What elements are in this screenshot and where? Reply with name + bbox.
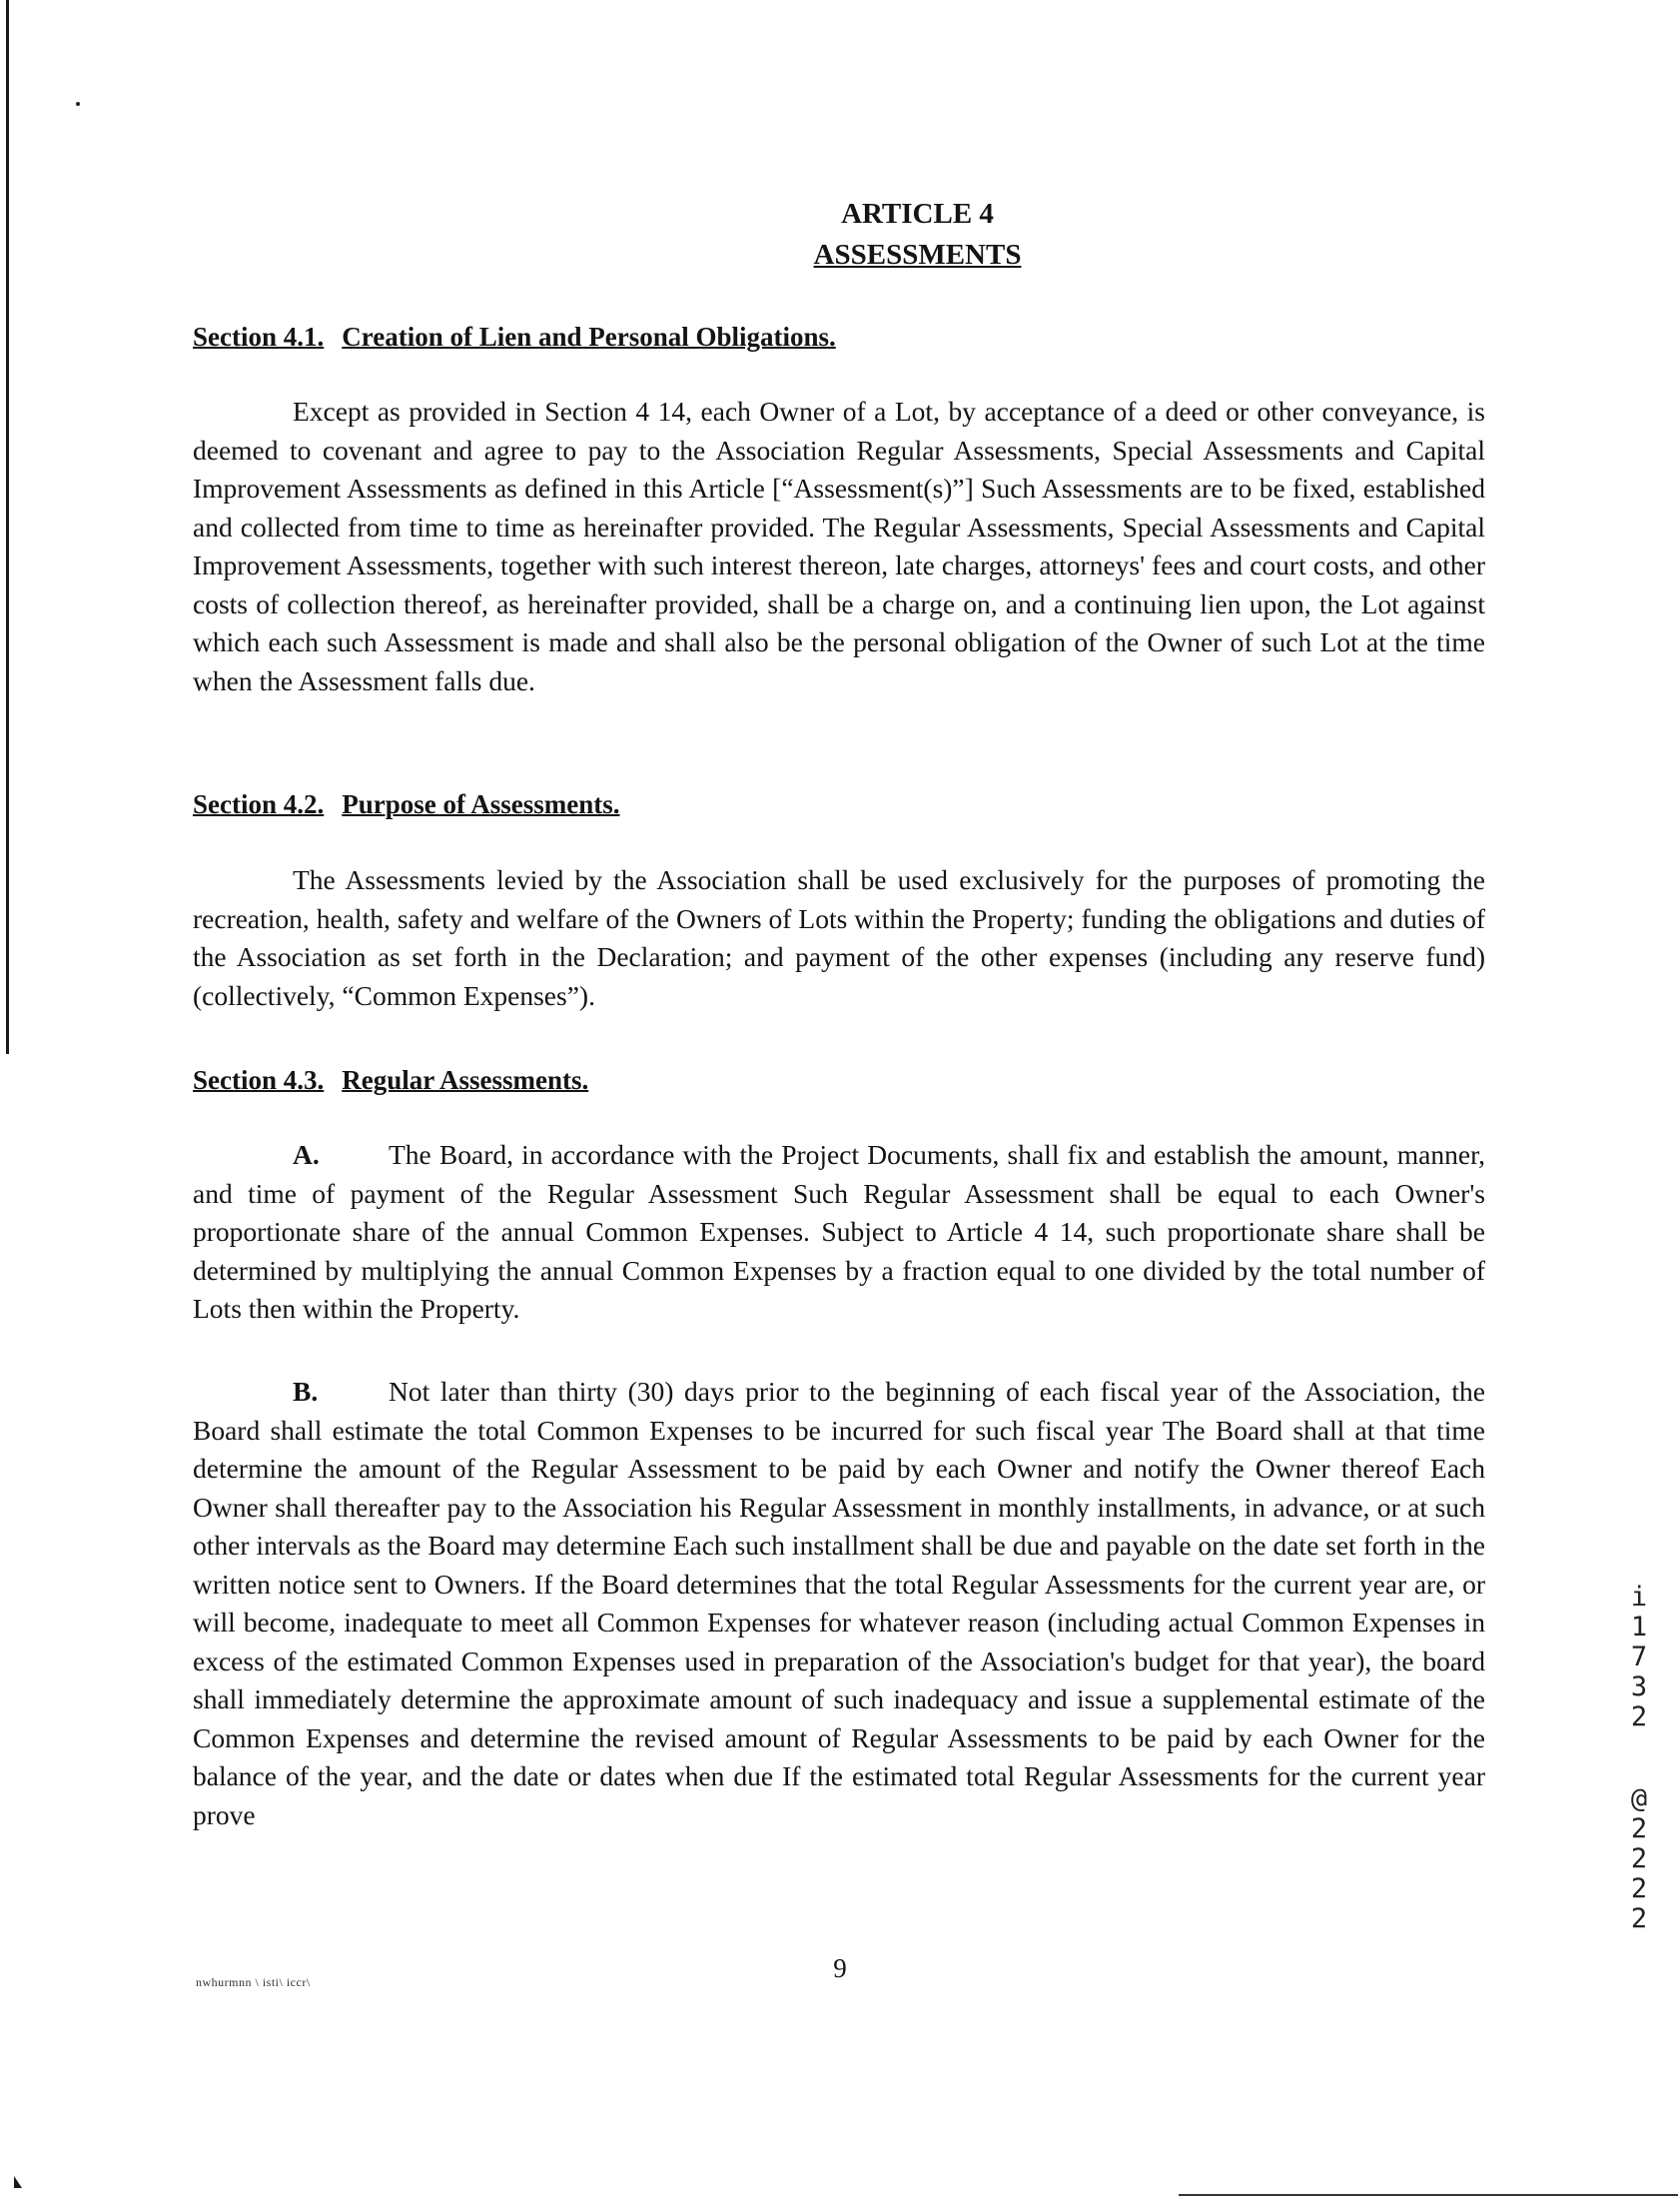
paragraph-text: Not later than thirty (30) days prior to the beginning of each fiscal year of the Association, the Board shall estimate the total Common Expenses to be incurred for such fiscal year The Board shall at that time determine the amount of the Regular Assessment to be paid by each Owner and notify the Owner thereof Each Owner shall thereafter pay to the Association his Regular Assessment in monthly installments, in advance, or at such other intervals as the Board may determine Each such installment shall be due and payable on the date set forth in the written notice sent to Owners. If the Board determines that the total Regular Assessments for the current year are, or will become, inadequate to meet all Common Expenses for whatever reason (including actual Common Expenses in excess of the estimated Common Expenses used in preparation of the Association's budget for that year), the board shall immediately determine the approximate amount of such inadequacy and issue a supplemental estimate of the Common Expenses and determine the revised amount of Regular Assessments to be paid by each Owner for the balance of the year, and the date or dates when due If the estimated total Regular Assessments for the current year prove <box>193 1376 1485 1830</box>
scan-edge-line <box>6 0 9 1054</box>
section-title: Purpose of Assessments. <box>342 789 620 819</box>
section-title: Regular Assessments. <box>342 1065 589 1095</box>
margin-stamp-lower: @ 2 2 2 2 <box>1630 1783 1648 1934</box>
paragraph-text: The Board, in accordance with the Project Documents, shall fix and establish the amount, manner, and time of payment of the Regular Assessment Such Regular Assessment shall be equal to each Owner's proportionate share of the annual Common Expenses. Subject to Article 4 14, such proportionate share shall be determined by multiplying the annual Common Expenses by a fraction equal to one divided by the total number of Lots then within the Property. <box>193 1139 1485 1324</box>
section-number: Section 4.1. <box>193 322 325 352</box>
section-4-1-paragraph: Except as provided in Section 4 14, each Owner of a Lot, by acceptance of a deed or other conveyance, is deemed to covenant and agree to pay to the Association Regular Assessments, Special Assessments and Capital Improvement Assessments as defined in this Article [“Assessment(s)”] Such Assessments are to be fixed, established and collected from time to time as hereinafter provided. The Regular Assessments, Special Assessments and Capital Improvement Assessments, together with such interest thereon, late charges, attorneys' fees and court costs, and other costs of collection thereof, as hereinafter provided, shall be a charge on, and a continuing lien upon, the Lot against which each such Assessment is made and shall also be the personal obligation of the Owner of such Lot at the time when the Assessment falls due. <box>193 396 1485 696</box>
scan-bottom-line <box>1179 2194 1678 2196</box>
section-title: Creation of Lien and Personal Obligations. <box>342 322 836 352</box>
scan-corner-mark <box>14 2176 22 2188</box>
article-heading <box>0 194 1680 276</box>
paragraph-label: B. <box>293 1376 319 1407</box>
paragraph-label: A. <box>293 1139 320 1170</box>
section-number: Section 4.3. <box>193 1065 325 1095</box>
section-heading-4-3 <box>193 1065 588 1096</box>
page-number: 9 <box>833 1953 847 1983</box>
margin-stamp-upper: i 1 7 3 2 <box>1630 1582 1648 1732</box>
section-4-3-paragraph-b <box>193 1373 1485 1834</box>
section-4-2-paragraph: The Assessments levied by the Association shall be used exclusively for the purposes of promoting the recreation, health, safety and welfare of the Owners of Lots within the Property; funding the obligations and duties of the Association as set forth in the Declaration; and payment of the other expenses (including any reserve fund) (collectively, “Common Expenses”). <box>193 864 1485 1011</box>
scan-speck <box>76 102 80 106</box>
section-number: Section 4.2. <box>193 789 325 819</box>
section-4-3-paragraph-a <box>193 1136 1485 1329</box>
article-number: ARTICLE 4 <box>841 198 994 230</box>
section-heading-4-1 <box>193 322 836 353</box>
section-heading-4-2 <box>193 789 620 820</box>
article-title: ASSESSMENTS <box>813 239 1022 271</box>
file-code: nwhurmnn \ isti\ iccr\ <box>196 1975 311 1989</box>
